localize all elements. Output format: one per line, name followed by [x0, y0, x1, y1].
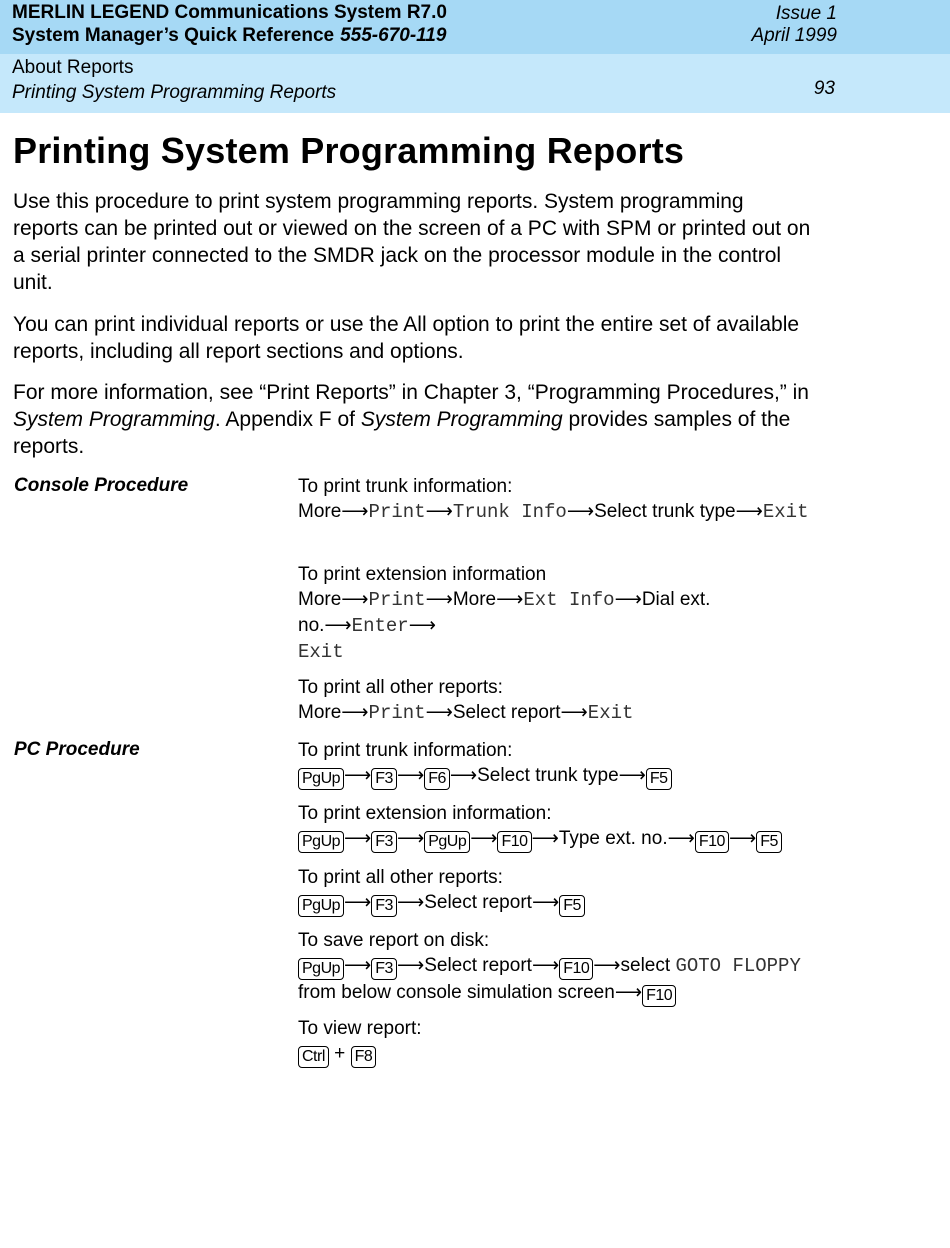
issue-label: Issue 1: [775, 3, 837, 24]
p3-book-ref-2: System Programming: [360, 408, 563, 431]
pc-view-step: [298, 1016, 818, 1068]
arrow-icon: ⟶: [618, 765, 646, 786]
arrow-icon: ⟶: [531, 955, 560, 976]
arrow-icon: ⟶: [396, 765, 425, 786]
print-softkey: Print: [368, 702, 426, 724]
more-text: More: [298, 589, 342, 610]
select-report-text: Select report: [424, 955, 532, 976]
arrow-icon: ⟶: [728, 828, 757, 849]
select-trunk-type-text: Select trunk type: [594, 501, 736, 522]
subsection-name: Printing System Programming Reports: [12, 82, 337, 103]
arrow-icon: ⟶: [396, 828, 425, 849]
section-name: About Reports: [12, 57, 134, 78]
issue-date: April 1999: [751, 25, 837, 46]
f5-key: F5: [756, 831, 782, 853]
pc-save-sequence: [298, 953, 818, 1007]
doc-number: 555-670-119: [340, 25, 447, 46]
goto-floppy-option: GOTO FLOPPY: [675, 955, 801, 977]
pc-view-title: To view report:: [298, 1018, 422, 1039]
p3-book-ref-1: System Programming: [13, 408, 215, 431]
pc-ext-title: To print extension information:: [298, 803, 552, 824]
arrow-icon: ⟶: [344, 892, 372, 913]
console-ext-sequence: [298, 587, 818, 665]
arrow-icon: ⟶: [341, 501, 369, 522]
print-softkey: Print: [368, 501, 426, 523]
select-report-text: Select report: [452, 702, 561, 723]
console-procedure-label: Console Procedure: [14, 475, 189, 496]
page-title: Printing System Programming Reports: [13, 130, 685, 171]
pc-other-sequence: [298, 890, 818, 917]
f10-key: F10: [559, 958, 593, 980]
select-trunk-type-text: Select trunk type: [477, 765, 619, 786]
arrow-icon: ⟶: [344, 828, 372, 849]
pc-ext-sequence: [298, 826, 838, 853]
f3-key: F3: [371, 958, 397, 980]
arrow-icon: ⟶: [667, 828, 695, 849]
pgup-key: PgUp: [298, 831, 344, 853]
intro-paragraph-1: Use this procedure to print system programming reports. System programming reports can be printed out or viewed on the screen of a PC with SPM or printed out on a serial printer connected to the SMDR jack on the processor module in the control unit.: [13, 190, 811, 294]
below-console-text: from below console simulation screen: [298, 982, 615, 1003]
pgup-key: PgUp: [298, 895, 344, 917]
intro-paragraph-3: [13, 379, 813, 460]
arrow-icon: ⟶: [396, 955, 425, 976]
arrow-icon: ⟶: [566, 501, 595, 522]
dial-ext-text: Dial ext. no.: [298, 589, 711, 636]
console-trunk-title: To print trunk information:: [298, 476, 513, 497]
console-other-sequence: [298, 700, 818, 726]
console-other-title: To print all other reports:: [298, 677, 503, 698]
more-text: More: [452, 589, 497, 610]
arrow-icon: ⟶: [735, 501, 763, 522]
arrow-icon: ⟶: [341, 702, 369, 723]
console-trunk-step: [298, 474, 818, 525]
arrow-icon: ⟶: [425, 589, 453, 610]
select-text: select: [620, 955, 671, 976]
pgup-key: PgUp: [298, 958, 344, 980]
more-text: More: [298, 702, 342, 723]
f10-key: F10: [642, 985, 676, 1007]
arrow-icon: ⟶: [324, 615, 352, 636]
console-other-step: [298, 675, 818, 726]
arrow-icon: ⟶: [425, 702, 453, 723]
pc-save-title: To save report on disk:: [298, 930, 490, 951]
exit-softkey: Exit: [762, 501, 809, 523]
arrow-icon: ⟶: [470, 828, 498, 849]
p3-text-c: provides samples of the reports.: [13, 408, 791, 458]
pc-save-step: [298, 928, 818, 1007]
f3-key: F3: [371, 831, 397, 853]
arrow-icon: ⟶: [425, 501, 453, 522]
f3-key: F3: [371, 895, 397, 917]
f6-key: F6: [424, 768, 450, 790]
pc-trunk-sequence: [298, 763, 818, 790]
console-trunk-sequence: [298, 499, 818, 525]
arrow-icon: ⟶: [341, 589, 369, 610]
enter-softkey: Enter: [351, 615, 409, 637]
pc-view-sequence: [298, 1041, 818, 1068]
arrow-icon: ⟶: [593, 955, 621, 976]
page-number: 93: [813, 78, 835, 99]
arrow-icon: ⟶: [614, 982, 643, 1003]
product-title: MERLIN LEGEND Communications System R7.0: [12, 2, 447, 23]
console-ext-step: [298, 562, 818, 665]
plus-sign: +: [334, 1043, 346, 1064]
p3-text-a: For more information, see “Print Reports” in Chapter 3, “Programming Procedures,” in: [13, 381, 809, 404]
pc-other-title: To print all other reports:: [298, 867, 503, 888]
f8-key: F8: [351, 1046, 377, 1068]
arrow-icon: ⟶: [496, 589, 524, 610]
pc-trunk-step: [298, 738, 818, 790]
pc-trunk-title: To print trunk information:: [298, 740, 513, 761]
pc-other-step: [298, 865, 818, 917]
f3-key: F3: [371, 768, 397, 790]
exit-softkey: Exit: [298, 641, 344, 663]
arrow-icon: ⟶: [531, 892, 560, 913]
f10-key: F10: [695, 831, 729, 853]
select-report-text: Select report: [424, 892, 532, 913]
intro-paragraph-2: You can print individual reports or use the All option to print the entire set of available reports, including all report sections and options.: [13, 313, 800, 363]
arrow-icon: ⟶: [344, 955, 372, 976]
f10-key: F10: [497, 831, 531, 853]
p3-text-b: . Appendix F of: [214, 408, 361, 431]
ext-info-softkey: Ext Info: [523, 589, 615, 611]
guide-name: System Manager’s Quick Reference: [12, 25, 335, 46]
arrow-icon: ⟶: [396, 892, 425, 913]
type-ext-text: Type ext. no.: [558, 828, 668, 849]
trunk-info-softkey: Trunk Info: [452, 501, 567, 523]
arrow-icon: ⟶: [614, 589, 642, 610]
more-text: More: [298, 501, 342, 522]
console-ext-title: To print extension information: [298, 564, 547, 585]
arrow-icon: ⟶: [408, 615, 436, 636]
pc-procedure-label: PC Procedure: [14, 739, 140, 760]
f5-key: F5: [559, 895, 585, 917]
ctrl-key: Ctrl: [298, 1046, 329, 1068]
arrow-icon: ⟶: [344, 765, 372, 786]
exit-softkey: Exit: [587, 702, 634, 724]
print-softkey: Print: [368, 589, 426, 611]
guide-title: [12, 25, 446, 47]
pgup-key: PgUp: [298, 768, 344, 790]
arrow-icon: ⟶: [449, 765, 478, 786]
pgup-key: PgUp: [424, 831, 470, 853]
arrow-icon: ⟶: [531, 828, 559, 849]
f5-key: F5: [646, 768, 672, 790]
pc-ext-step: [298, 801, 838, 853]
arrow-icon: ⟶: [560, 702, 588, 723]
